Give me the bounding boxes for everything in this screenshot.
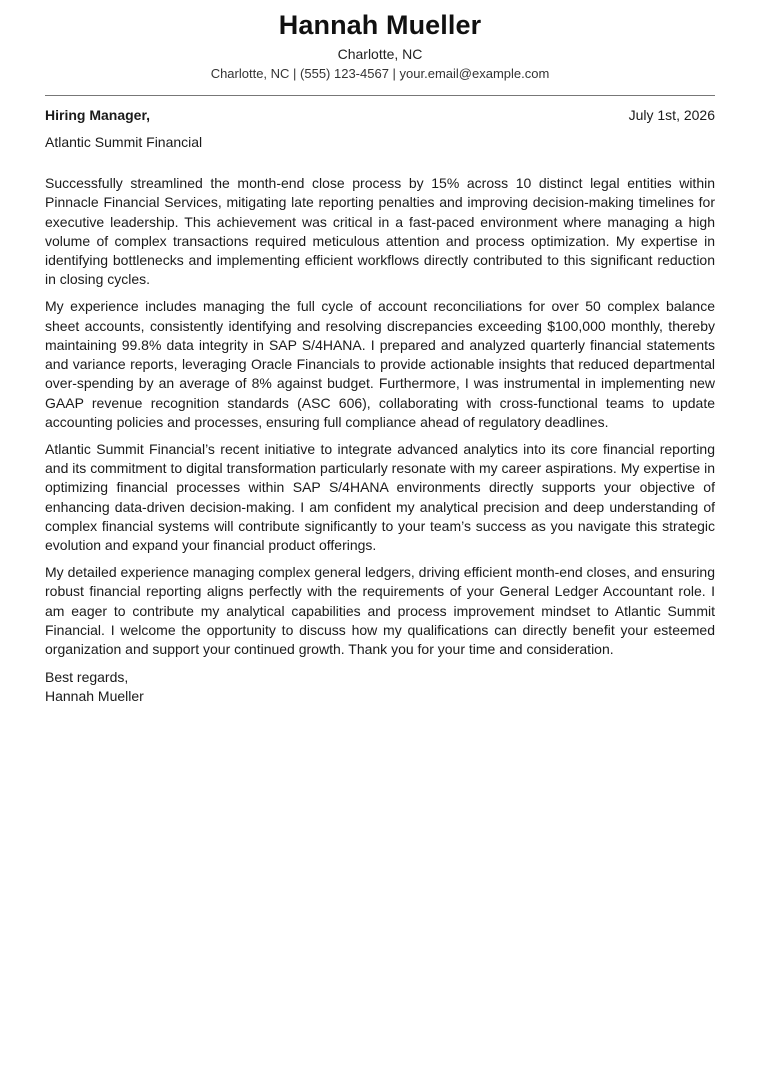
letter-header [45,0,715,83]
applicant-name: Hannah Mueller [278,10,482,40]
applicant-location: Charlotte, NC [337,46,423,62]
body-paragraph-3: Atlantic Summit Financial’s recent initiative to integrate advanced analytics into its core financial reporting and its commitment to digital transformation particularly resonate with my career aspirations. My expertise in optimizing financial processes within SAP S/4HANA environments directly supports your objective of enhancing data-driven decision-making. I am confident my analytical precision and deep understanding of complex financial systems will contribute significantly to your team’s success as you navigate this strategic evolution and expand your financial product offerings. [45,440,715,554]
applicant-contact-line: Charlotte, NC | (555) 123-4567 | your.email@example.com [210,66,550,81]
recipient-date-row [45,106,715,125]
recipient-company: Atlantic Summit Financial [45,134,203,150]
header-divider [45,95,715,96]
letter-signoff [45,668,715,707]
body-paragraph-1: Successfully streamlined the month-end close process by 15% across 10 distinct legal entities within Pinnacle Financial Services, mitigating late reporting penalties and improving decision-making timelines for executive leadership. This achievement was critical in a fast-paced environment where managing a high volume of complex transactions required meticulous attention and process optimization. My expertise in identifying bottlenecks and implementing efficient workflows directly contributed to this significant reduction in closing cycles. [45,175,715,288]
letter-date: July 1st, 2026 [628,107,715,123]
signature-name: Hannah Mueller [45,688,144,705]
letter-body [45,174,715,660]
body-paragraph-2: My experience includes managing the full cycle of account reconciliations for over 50 complex balance sheet accounts, consistently identifying and resolving discrepancies exceeding $100,000 monthly, thereby maintaining 99.8% data integrity in SAP S/4HANA. I prepared and analyzed quarterly financial statements and variance reports, leveraging Oracle Financials to provide actionable insights that reduced departmental over-spending by an average of 8% against budget. Furthermore, I was instrumental in implementing new GAAP revenue recognition standards (ASC 606), collaborating with cross-functional teams to update accounting policies and processes, ensuring full compliance ahead of regulatory deadlines. [45,298,715,431]
closing-phrase: Best regards, [45,668,129,685]
body-paragraph-4: My detailed experience managing complex general ledgers, driving efficient month-end closes, and ensuring robust financial reporting aligns perfectly with the requirements of your General Ledger Accountant role. I am eager to contribute my analytical capabilities and process improvement mindset to Atlantic Summit Financial. I welcome the opportunity to discuss how my qualifications can directly benefit your esteemed organization and support your continued growth. Thank you for your time and consideration. [45,564,715,658]
recipient-salutation: Hiring Manager, [45,107,151,123]
